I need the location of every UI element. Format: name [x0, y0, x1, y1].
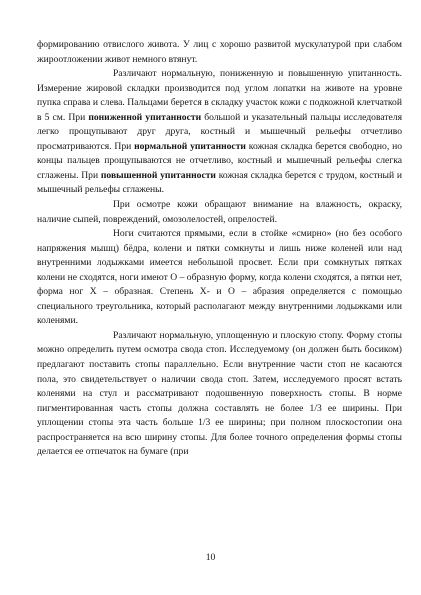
paragraph-text: Ноги считаются прямыми, если в стойке «смирно» (но без особого напряжения мышц) бёдра, колени и пятки сомкнуты и лишь ниже коленей или над внутренними лодыжками имеется небольшой просвет. Если при сомкнутых пятках колени не сходятся, ноги имеют О – образную форму, когда колени сходятся, а пятки нет, форма ног Х – образная. Степень Х- и О – абразия определяется с помощью специального треугольника, который располагают между внутренними лодыжками или коленями. — [37, 228, 402, 327]
paragraph-legs — [37, 227, 402, 329]
paragraph-foot — [37, 329, 402, 460]
emphasized-term: повышенной упитанности — [100, 169, 216, 181]
paragraph-nutrition — [37, 67, 402, 198]
body-text — [37, 38, 402, 460]
paragraph-text: кожная складка берется с трудом, костный и мышечный рельефы сглажены. — [37, 169, 402, 196]
emphasized-term: пониженной упитанности — [88, 111, 202, 123]
paragraph-text: формированию отвислого живота. У лиц с хорошо развитой мускулатурой при слабом жироотложении живот немного втянут. — [37, 39, 402, 65]
paragraph-text: кожная складка берется свободно, но концы пальцев прощупываются не отчетливо, костный и мышечный рельефы слегка сглажены. При — [37, 140, 403, 181]
emphasized-term: нормальной упитанности — [134, 140, 246, 152]
page-number: 10 — [205, 552, 216, 563]
paragraph-text: При осмотре кожи обращают внимание на влажность, окраску, наличие сыпей, повреждений, омозолелостей, опрелостей. — [37, 199, 402, 225]
paragraph-abdomen — [37, 38, 402, 67]
paragraph-text: Различают нормальную, уплощенную и плоскую стопу. Форму стопы можно определить путем осмотра свода стоп. Исследуемому (он должен быть босиком) предлагают поставить стопы параллельно. Если внутренние части стоп не касаются пола, это свидетельствует о наличии свода стоп. Затем, исследуемого просят встать коленями на стул и рассматривают подошвенную поверхность стопы. В норме пигментированная часть стопы должна составлять не более 1/3 ее ширины. При уплощении стопы эта часть больше 1/3 ее ширины; при полном плоскостопии она распространяется на всю ширину стопы. Для более точного определения формы стопы делается ее отпечаток на бумаге (при — [37, 329, 402, 458]
paragraph-text: Различают нормальную, пониженную и повышенную упитанность. Измерение жировой складки производится под углом лопатки на животе на уровне пупка справа и слева. Пальцами берется в складку участок кожи с подкожной клетчаткой в 5 см. При — [37, 68, 402, 123]
paragraph-text: большой и указательный пальцы исследователя легко прощупывают друг друга, костный и мышечный рельефы отчетливо просматриваются. При — [37, 111, 403, 152]
paragraph-skin — [37, 198, 402, 227]
